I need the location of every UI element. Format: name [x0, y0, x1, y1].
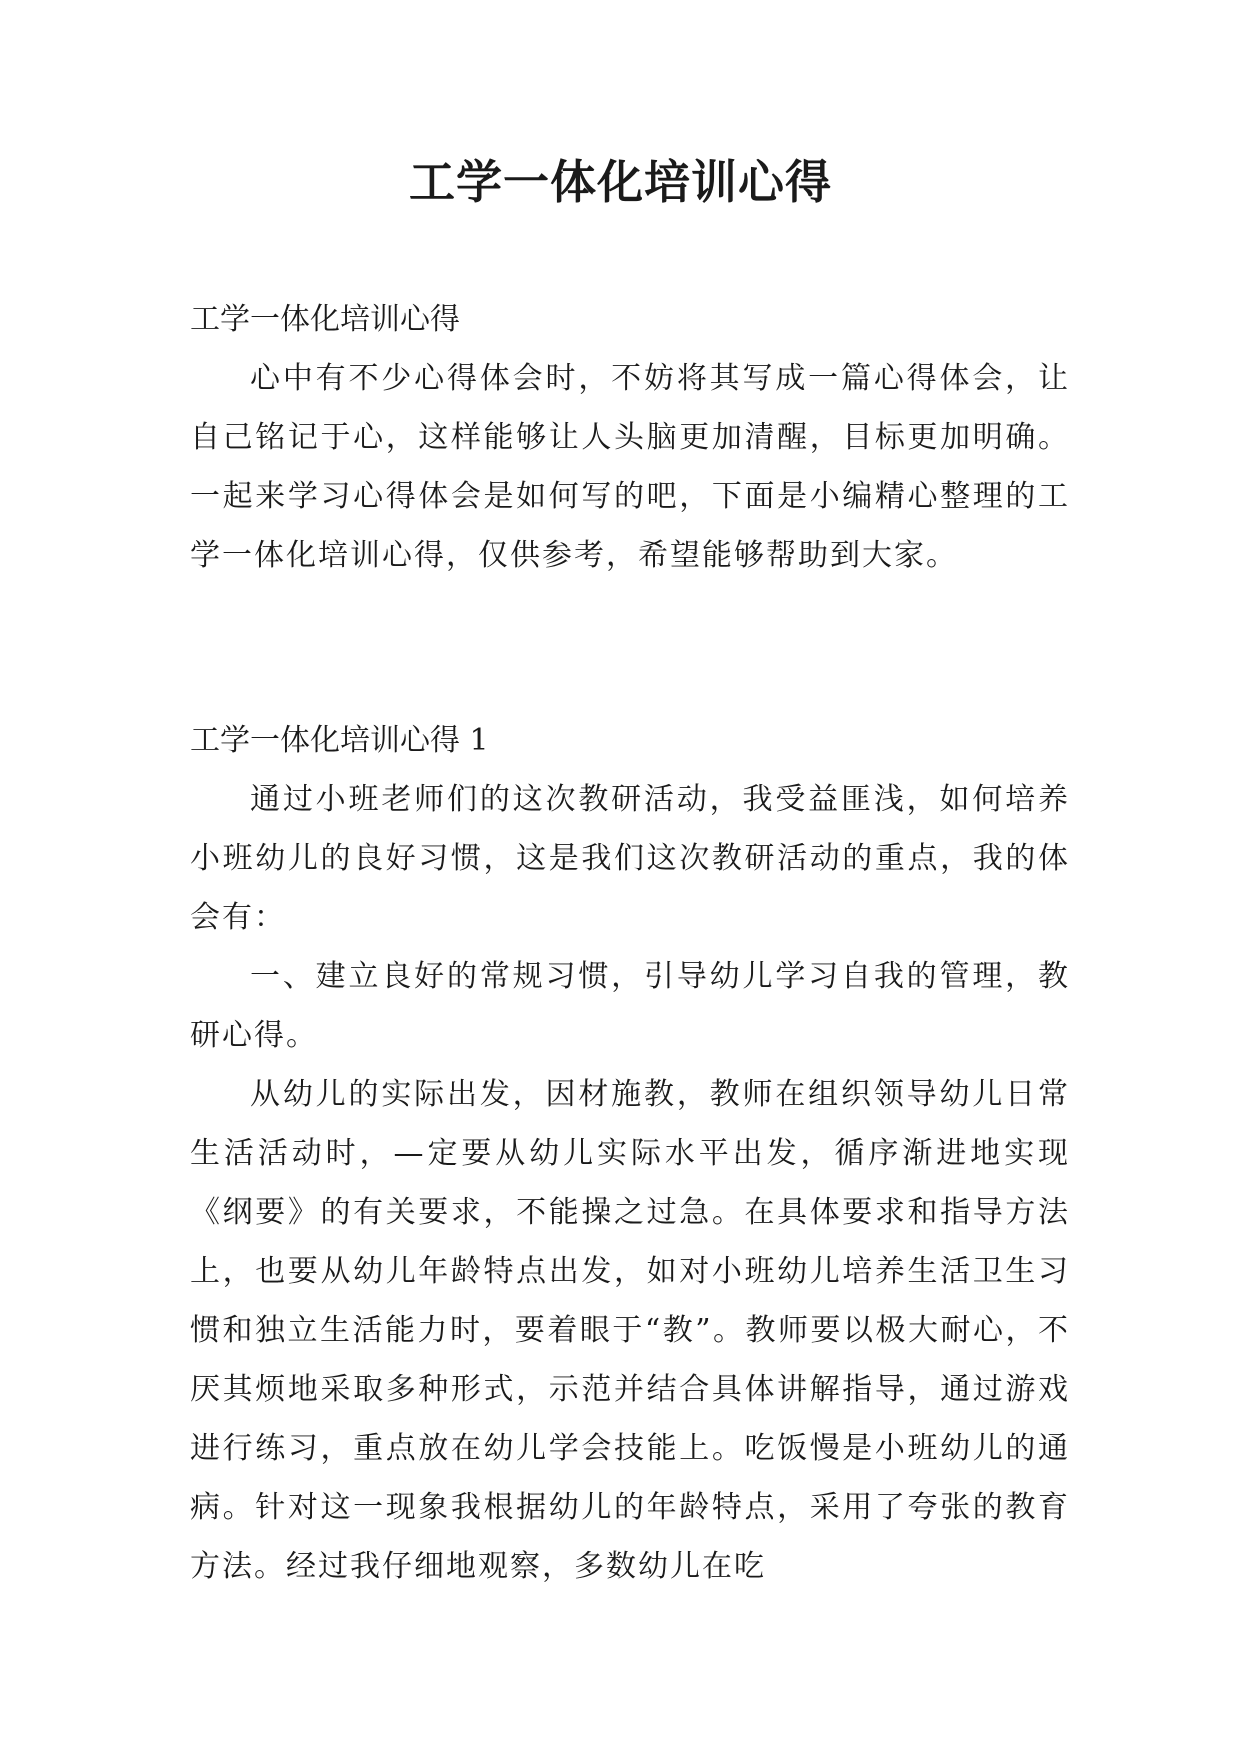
document-title: 工学一体化培训心得 — [409, 155, 832, 209]
section-spacer — [190, 585, 1070, 711]
document-body — [190, 290, 1070, 1596]
intro-paragraph: 心中有不少心得体会时，不妨将其写成一篇心得体会，让自己铭记于心，这样能够让人头脑更加清醒，目标更加明确。一起来学习心得体会是如何写的吧，下面是小编精心整理的工学一体化培训心得，仅供参考，希望能够帮助到大家。 — [190, 361, 1070, 573]
intro-heading: 工学一体化培训心得 — [190, 302, 460, 337]
section-heading: 工学一体化培训心得 1 — [190, 723, 489, 758]
body-paragraph: 从幼儿的实际出发，因材施教，教师在组织领导幼儿日常生活活动时，—定要从幼儿实际水平出发，循序渐进地实现《纲要》的有关要求，不能操之过急。在具体要求和指导方法上，也要从幼儿年龄特点出发，如对小班幼儿培养生活卫生习惯和独立生活能力时，要着眼于“教”。教师要以极大耐心，不厌其烦地采取多种形式，示范并结合具体讲解指导，通过游戏进行练习，重点放在幼儿学会技能上。吃饭慢是小班幼儿的通病。针对这一现象我根据幼儿的年龄特点，采用了夸张的教育方法。经过我仔细地观察，多数幼儿在吃 — [190, 1077, 1070, 1584]
body-paragraph: 通过小班老师们的这次教研活动，我受益匪浅，如何培养小班幼儿的良好习惯，这是我们这次教研活动的重点，我的体会有： — [190, 782, 1070, 935]
body-paragraph: 一、建立良好的常规习惯，引导幼儿学习自我的管理，教研心得。 — [190, 959, 1070, 1053]
